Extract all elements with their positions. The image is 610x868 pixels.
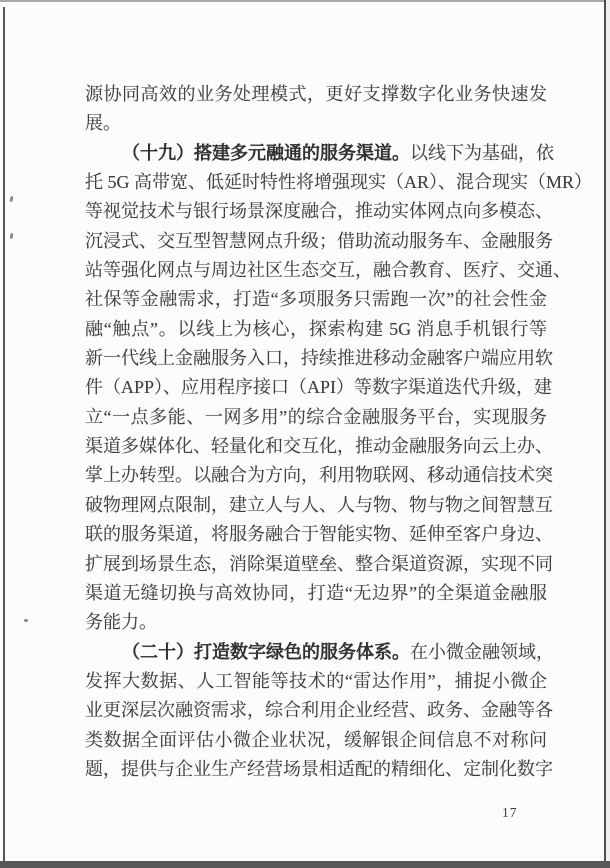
text-line — [85, 227, 553, 256]
text-line-content: 件（APP）、应用程序接口（API）等数字渠道迭代升级，建 — [85, 377, 553, 398]
section-heading: （十九）搭建多元融通的服务渠道。 — [122, 142, 410, 163]
text-line — [85, 373, 553, 402]
text-line — [85, 696, 553, 725]
scan-edge-left — [3, 7, 5, 868]
text-line-content: 务能力。 — [85, 612, 157, 633]
section-heading: （二十）打造数字绿色的服务体系。 — [122, 641, 410, 662]
text-line-content: 发挥大数据、人工智能等技术的“雷达作用”，捕捉小微企 — [85, 670, 547, 691]
text-line-content: 渠道无缝切换与高效协同，打造“无边界”的全渠道金融服 — [85, 582, 547, 603]
scan-edge-right — [604, 0, 606, 868]
text-line-content: 新一代线上金融服务入口，持续推进移动金融客户端应用软 — [85, 348, 553, 369]
text-line — [85, 608, 547, 637]
text-line-content: 立“一点多能、一网多用”的综合金融服务平台，实现服务 — [85, 406, 547, 427]
text-line — [85, 520, 553, 549]
scan-speck — [24, 619, 28, 622]
text-line-content: 类数据全面评估小微企业状况，缓解银企间信息不对称问 — [85, 729, 547, 750]
text-line-content: 破物理网点限制，建立人与人、人与物、物与物之间智慧互 — [85, 494, 553, 515]
text-line-content: 等视觉技术与银行场景深度融合，推动实体网点向多模态、 — [85, 201, 553, 222]
text-line-content: 扩展到场景生态，消除渠道壁垒、整合渠道资源，实现不同 — [85, 553, 553, 574]
text-line-content: 源协同高效的业务处理模式，更好支撑数字化业务快速发 — [85, 84, 547, 104]
text-line — [85, 80, 547, 109]
text-line — [85, 344, 553, 373]
text-line-content: 渠道多媒体化、轻量化和交互化，推动金融服务向云上办、 — [85, 436, 553, 457]
text-line — [85, 432, 553, 461]
page-number: 17 — [502, 805, 518, 820]
text-line — [85, 550, 553, 579]
text-line-content: 联的服务渠道，将服务融合于智能实物、延伸至客户身边、 — [85, 524, 553, 545]
text-line-content: 业更深层次融资需求，综合利用企业经营、政务、金融等各 — [85, 700, 553, 721]
text-line-content: 展。 — [85, 113, 121, 134]
scan-edge-right-margin — [606, 0, 610, 868]
text-line — [85, 256, 571, 285]
text-line — [85, 403, 547, 432]
section-heading-line-19 — [85, 139, 554, 168]
text-line — [85, 315, 547, 344]
text-line-content: 融“触点”。以线上为核心，探索构建 5G 消息手机银行等 — [85, 318, 547, 339]
text-line — [85, 461, 553, 490]
page-body — [85, 80, 593, 784]
text-line — [85, 755, 553, 784]
text-line — [85, 726, 547, 755]
text-line-content: 沉浸式、交互型智慧网点升级；借助流动服务车、金融服务 — [85, 230, 553, 251]
text-line — [85, 491, 553, 520]
text-line — [85, 168, 593, 197]
scan-speck — [10, 233, 14, 239]
text-line-content: 在小微金融领域， — [410, 641, 554, 662]
text-line-content: 社保等金融需求，打造“多项服务只需跑一次”的社会性金 — [85, 289, 547, 310]
scan-edge-bottom — [0, 861, 610, 868]
text-line-content: 站等强化网点与周边社区生态交互，融合教育、医疗、交通、 — [85, 260, 571, 281]
text-line — [85, 109, 547, 138]
text-line — [85, 197, 553, 226]
section-heading-line-20 — [85, 638, 554, 667]
scan-speck — [9, 196, 13, 202]
text-line — [85, 579, 547, 608]
text-line — [85, 667, 547, 696]
text-line-content: 以线下为基础，依 — [410, 142, 554, 163]
text-line-content: 掌上办转型。以融合为方向，利用物联网、移动通信技术突 — [85, 465, 553, 486]
scan-edge-top — [0, 0, 610, 2]
text-line — [85, 285, 547, 314]
text-line-content: 托 5G 高带宽、低延时特性将增强现实（AR）、混合现实（MR） — [85, 172, 593, 193]
text-line-content: 题，提供与企业生产经营场景相适配的精细化、定制化数字 — [85, 758, 553, 779]
